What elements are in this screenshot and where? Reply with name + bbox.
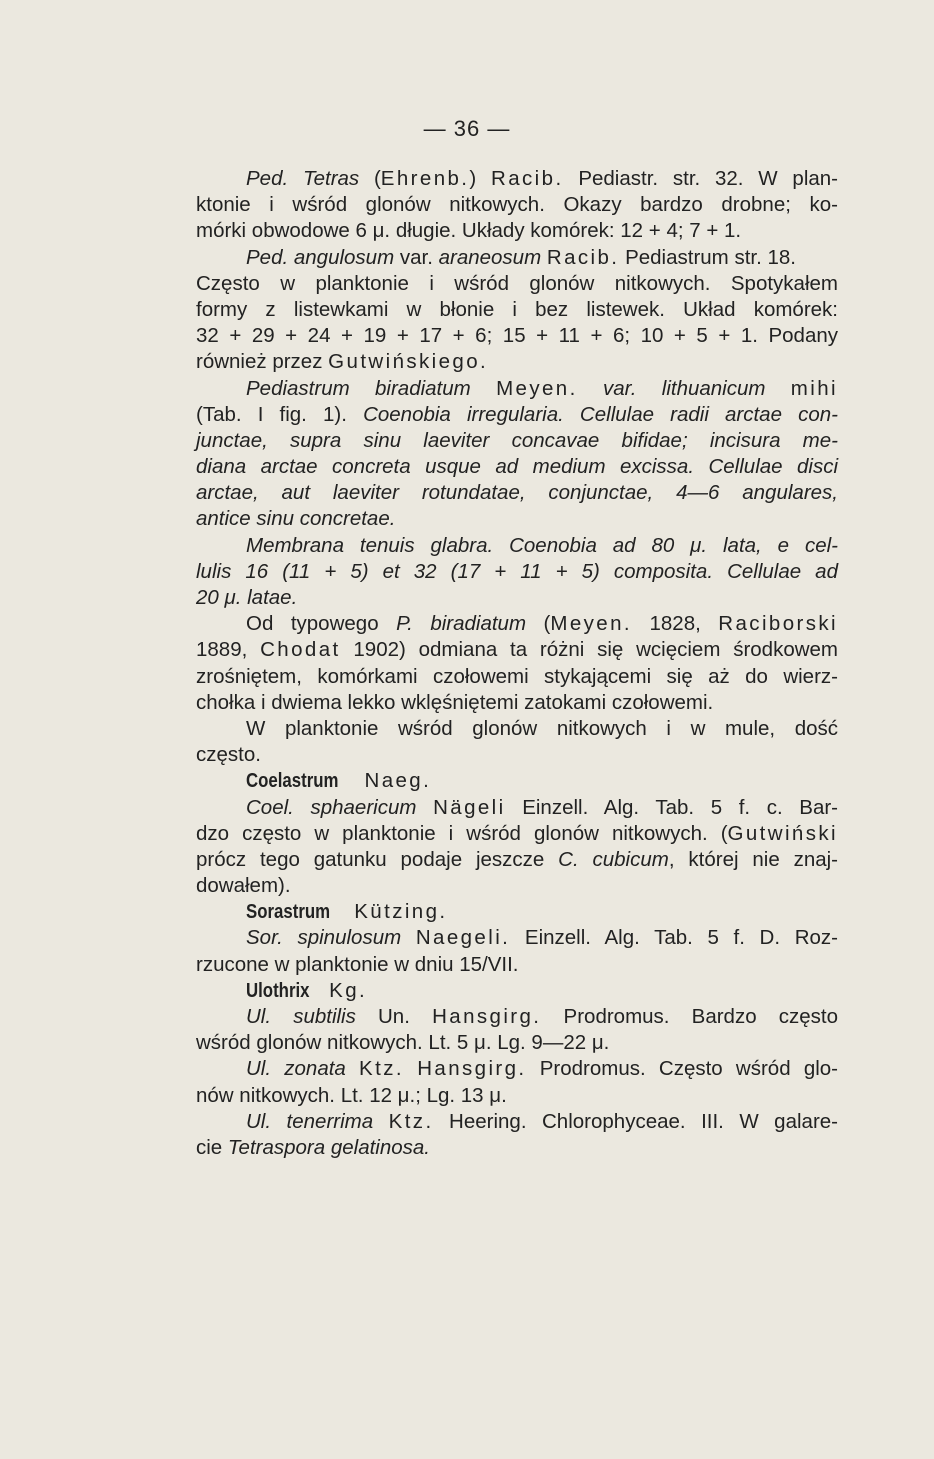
text-line: Ped. angulosum var. araneosum Racib. Pediastrum str. 18.	[246, 245, 796, 269]
text-line: chołka i dwiema lekko wklęśniętemi zatokami czołowemi.	[196, 690, 714, 714]
text-line: ktonie i wśród glonów nitkowych. Okazy bardzo drobne; ko-	[196, 193, 838, 217]
text-line: często.	[196, 743, 261, 767]
text-line: arctae, aut laeviter rotundatae, conjunctae, 4—6 angulares,	[196, 481, 838, 505]
text-line: Membrana tenuis glabra. Coenobia ad 80 μ. lata, e cel-	[246, 533, 838, 557]
text-line: Ul. zonata Ktz. Hansgirg. Prodromus. Często wśród glo-	[246, 1057, 838, 1081]
text-line: Sor. spinulosum Naegeli. Einzell. Alg. Tab. 5 f. D. Roz-	[246, 926, 838, 950]
text-line: Ped. Tetras (Ehrenb.) Racib. Pediastr. str. 32. W plan-	[246, 167, 838, 190]
text-line: Coel. sphaericum Nägeli Einzell. Alg. Tab. 5 f. c. Bar-	[246, 795, 839, 819]
text-line: wśród glonów nitkowych. Lt. 5 μ. Lg. 9—22 μ.	[196, 1031, 610, 1055]
text-line: Ulothrix Kg.	[246, 978, 368, 1002]
page-number: — 36 —	[423, 116, 511, 141]
text-line: W planktonie wśród glonów nitkowych i w mule, dość	[246, 716, 838, 740]
text-line: dowałem).	[196, 874, 291, 898]
text-line: Często w planktonie i wśród glonów nitkowych. Spotykałem	[196, 271, 838, 295]
text-line: 1889, Chodat 1902) odmiana ta różni się wcięciem środkowem	[196, 638, 839, 662]
text-line: Od typowego P. biradiatum (Meyen. 1828, Raciborski	[246, 612, 838, 636]
text-line: Coelastrum Naeg.	[246, 769, 432, 793]
text-line: nów nitkowych. Lt. 12 μ.; Lg. 13 μ.	[196, 1083, 507, 1107]
text-line: mórki obwodowe 6 μ. długie. Układy komórek: 12 + 4; 7 + 1.	[196, 219, 742, 243]
text-line: Sorastrum Kützing.	[246, 900, 448, 924]
text-line: Pediastrum biradiatum Meyen. var. lithuanicum mihi	[246, 376, 838, 400]
text-line: prócz tego gatunku podaje jeszcze C. cubicum, której nie znaj-	[196, 847, 839, 871]
text-line: rzucone w planktonie w dniu 15/VII.	[196, 952, 519, 976]
text-line: diana arctae concreta usque ad medium excissa. Cellulae disci	[196, 455, 838, 479]
text-line: Ul. subtilis Un. Hansgirg. Prodromus. Bardzo często	[246, 1005, 838, 1028]
text-line: 32 + 29 + 24 + 19 + 17 + 6; 15 + 11 + 6; 10 + 5 + 1. Podany	[196, 324, 838, 348]
text-line: również przez Gutwińskiego.	[196, 350, 489, 374]
text-line: zrośniętem, komórkami czołowemi stykającemi się aż do wierz-	[196, 664, 838, 688]
text-line: dzo często w planktonie i wśród glonów nitkowych. (Gutwiński	[196, 821, 838, 845]
text-line: junctae, supra sinu laeviter concavae bifidae; incisura me-	[196, 428, 838, 452]
body-text	[196, 166, 838, 1161]
text-line: 20 μ. latae.	[196, 586, 298, 609]
text-line: (Tab. I fig. 1). Coenobia irregularia. Cellulae radii arctae con-	[196, 402, 838, 426]
text-line: lulis 16 (11 + 5) et 32 (17 + 11 + 5) composita. Cellulae ad	[196, 559, 838, 583]
text-line: antice sinu concretae.	[196, 507, 396, 531]
text-line: Ul. tenerrima Ktz. Heering. Chlorophyceae. III. W galare-	[246, 1109, 838, 1133]
text-line: formy z listewkami w błonie i bez listewek. Układ komórek:	[196, 297, 838, 321]
text-line: cie Tetraspora gelatinosa.	[196, 1135, 431, 1159]
